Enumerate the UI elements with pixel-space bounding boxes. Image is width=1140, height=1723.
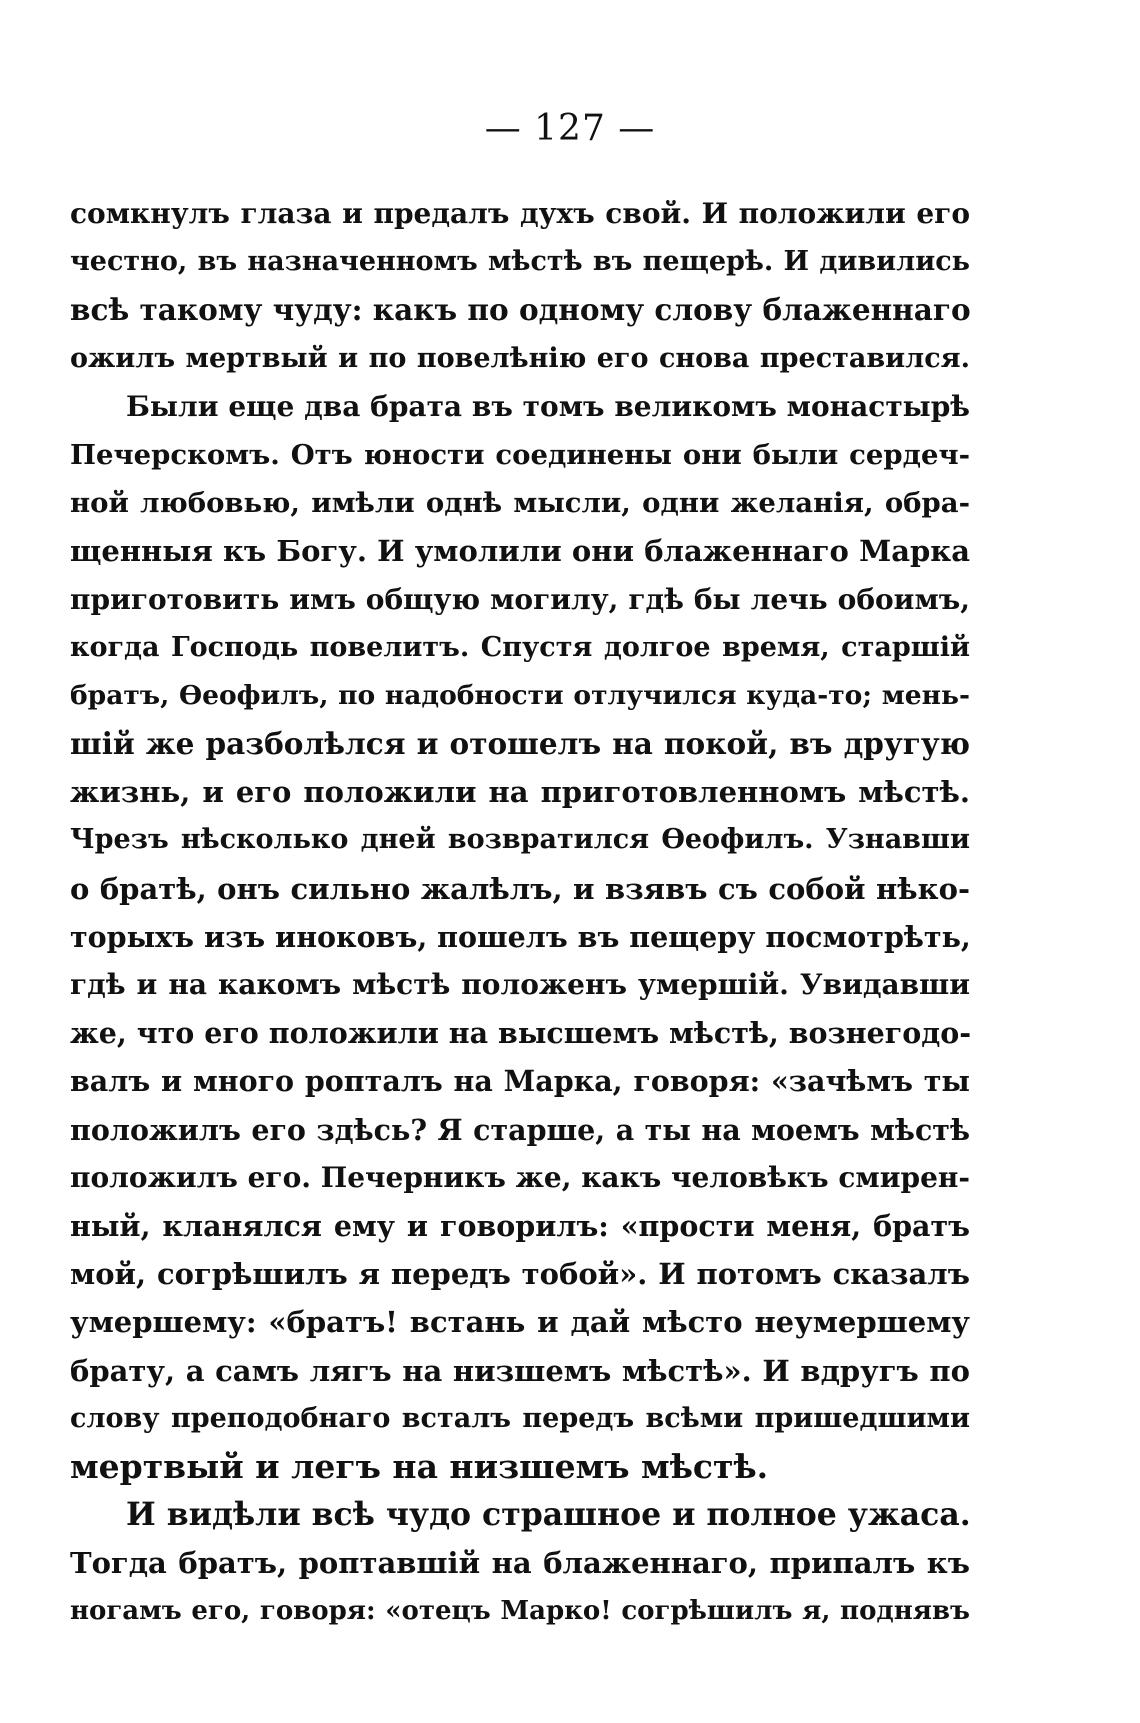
text-line: ный, кланялся ему и говорилъ: «прости меня, братъ xyxy=(70,1208,970,1243)
text-line: сомкнулъ глаза и предалъ духъ свой. И положили его xyxy=(70,197,970,230)
text-line: о братѣ, онъ сильно жалѣлъ, и взявъ съ собой нѣко- xyxy=(70,871,970,906)
text-line: ногамъ его, говоря: «отецъ Марко! согрѣшилъ я, поднявъ xyxy=(70,1596,970,1627)
text-line: братъ, Ѳеофилъ, по надобности отлучился куда-то; мень- xyxy=(70,679,970,711)
text-line: положилъ его. Печерникъ же, какъ человѣкъ смирен- xyxy=(70,1160,970,1194)
text-line: Печерскомъ. Отъ юности соединены они были сердеч- xyxy=(70,438,970,471)
text-line: слову преподобнаго всталъ передъ всѣми пришедшими xyxy=(70,1402,970,1434)
text-line: ной любовью, имѣли однѣ мысли, одни желанія, обра- xyxy=(70,487,970,520)
text-line: торыхъ изъ иноковъ, пошелъ въ пещеру посмотрѣть, xyxy=(70,919,971,954)
page-number: — 127 — xyxy=(484,108,656,149)
text-line: честно, въ назначенномъ мѣстѣ въ пещерѣ. И дивились xyxy=(70,246,970,278)
text-line: всѣ такому чуду: какъ по одному слову блаженнаго xyxy=(70,292,971,328)
text-line: ожилъ мертвый и по повелѣнію его снова преставился. xyxy=(70,342,970,374)
text-line: щенныя къ Богу. И умолили они блаженнаго Марка xyxy=(70,534,970,569)
text-line: же, что его положили на высшемъ мѣстѣ, вознегодо- xyxy=(70,1016,972,1051)
text-line: положилъ его здѣсь? Я старше, а ты на моемъ мѣстѣ xyxy=(70,1112,970,1147)
text-line: жизнь, и его положили на приготовленномъ мѣстѣ. xyxy=(70,775,970,810)
text-line: приготовить имъ общую могилу, гдѣ бы лечь обоимъ, xyxy=(70,582,970,616)
text-line: валъ и много роптaлъ на Марка, говоря: «зачѣмъ ты xyxy=(70,1064,970,1099)
body-text xyxy=(70,190,970,1636)
text-line: брату, а самъ лягъ на низшемъ мѣстѣ». И вдругъ по xyxy=(70,1353,970,1388)
text-line: Были еще два брата въ томъ великомъ монастырѣ xyxy=(126,389,970,423)
text-line: Тогда братъ, роптавшій на блаженнаго, припалъ къ xyxy=(70,1546,970,1581)
text-line: когда Господь повелитъ. Спустя долгое время, старшій xyxy=(70,631,970,663)
text-line: мой, согрѣшилъ я передъ тобой». И потомъ сказалъ xyxy=(70,1257,970,1292)
text-line: шій же разболѣлся и отошелъ на покой, въ другую xyxy=(70,726,970,762)
text-line: И видѣли всѣ чудо страшное и полное ужаса. xyxy=(126,1496,971,1534)
text-line: Чрезъ нѣсколько дней возвратился Ѳеофилъ. Узнавши xyxy=(70,824,970,856)
text-line: мертвый и легъ на низшемъ мѣстѣ. xyxy=(70,1446,769,1486)
text-line: умершему: «братъ! встань и дай мѣсто неумершему xyxy=(70,1305,970,1340)
text-line: гдѣ и на какомъ мѣстѣ положенъ умершій. Увидавши xyxy=(70,968,970,1001)
